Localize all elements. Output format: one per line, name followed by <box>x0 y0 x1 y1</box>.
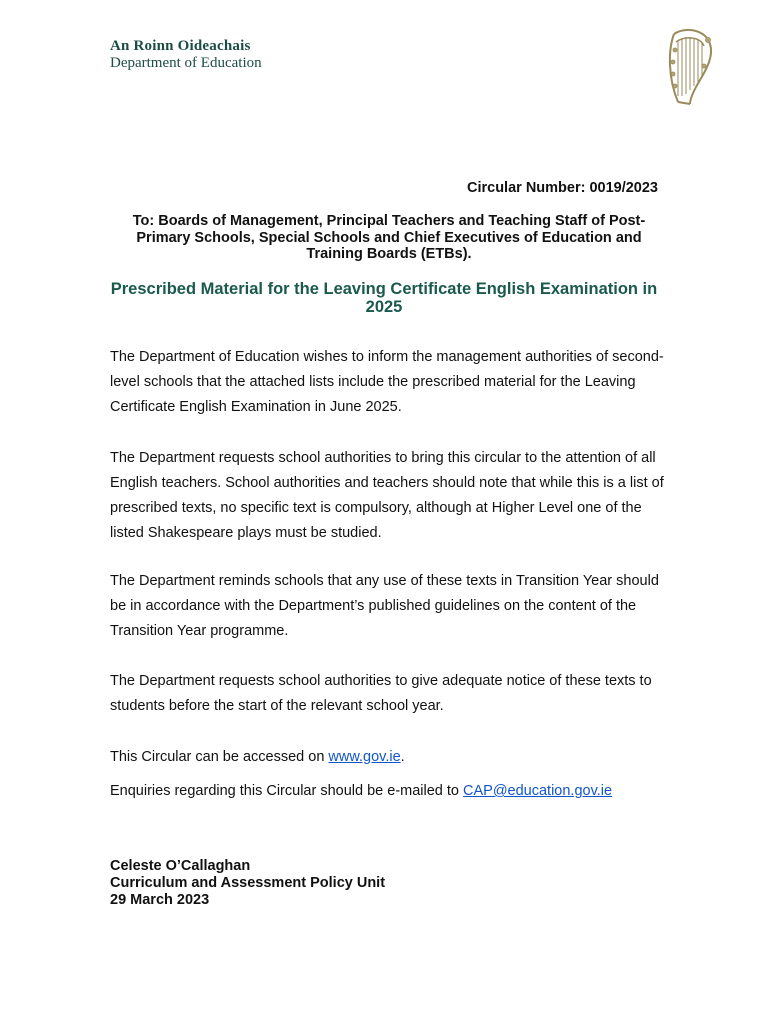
access-line <box>110 745 670 770</box>
department-logo <box>110 38 262 72</box>
paragraph-teachers-notice: The Department requests school authorities to bring this circular to the attention of all English teachers. School authorities and teachers should note that while this is a list of prescribed texts, no specific text is compulsory, although at Higher Level one of the listed Shakespeare plays must be studied. <box>110 450 664 541</box>
access-prefix: This Circular can be accessed on <box>110 749 329 765</box>
harp-crest-icon <box>660 26 716 108</box>
recipients: To: Boards of Management, Principal Teachers and Teaching Staff of Post-Primary Schools, Special Schools and Chief Executives of Education and Training Boards (ETBs). <box>132 213 646 262</box>
email-link[interactable]: CAP@education.gov.ie <box>463 783 613 799</box>
circular-number: Circular Number: 0019/2023 <box>466 180 658 196</box>
paragraph-student-notice: The Department requests school authorities to give adequate notice of these texts to students before the start of the relevant school year. <box>110 673 652 714</box>
signature-block <box>110 858 385 909</box>
document-title: Prescribed Material for the Leaving Certificate English Examination in 2025 <box>110 280 658 316</box>
org-name-irish: An Roinn Oideachais <box>110 38 251 54</box>
gov-ie-link[interactable]: www.gov.ie <box>328 749 401 765</box>
enquiries-line <box>110 779 670 804</box>
signatory-name: Celeste O’Callaghan <box>110 858 251 874</box>
org-name-english: Department of Education <box>110 55 262 71</box>
paragraph-transition-year: The Department reminds schools that any use of these texts in Transition Year should be in accordance with the Department’s published guidelines on the content of the Transition Year programme. <box>110 573 659 639</box>
signatory-unit: Curriculum and Assessment Policy Unit <box>110 875 386 891</box>
signature-date: 29 March 2023 <box>110 892 210 908</box>
enquiries-prefix: Enquiries regarding this Circular should be e-mailed to <box>110 783 464 799</box>
access-suffix: . <box>400 749 405 765</box>
paragraph-intro: The Department of Education wishes to inform the management authorities of second-level schools that the attached lists include the prescribed material for the Leaving Certificate English Examination in June 2025. <box>110 349 664 415</box>
